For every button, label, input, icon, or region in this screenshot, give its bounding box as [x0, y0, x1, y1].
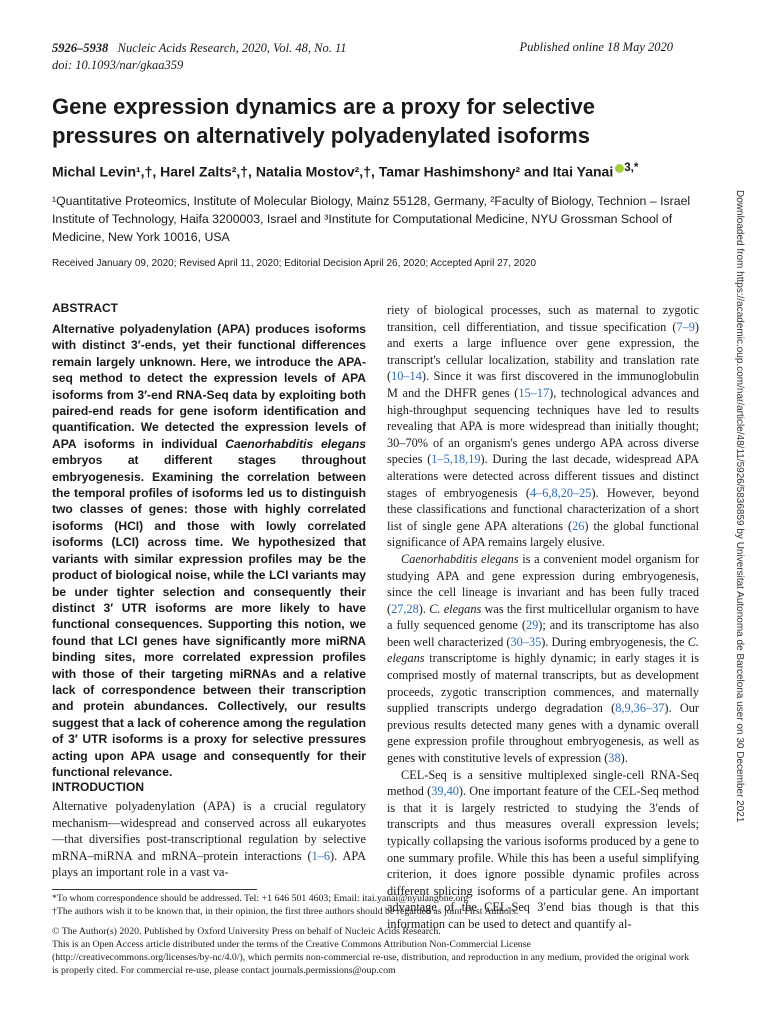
abstract-species: Caenorhabditis elegans	[225, 436, 366, 451]
text: ); and its transcriptome has also been well characterized (	[387, 618, 699, 649]
species-name: Caenorhabditis elegans	[401, 551, 519, 566]
text: is a convenient model organism for studying APA and gene expression during embryogenesis, since the cell lineage is invariant and has been fully traced (	[387, 551, 699, 616]
abstract-part-1: Alternative polyadenylation (APA) produces isoforms with distinct 3′-ends, yet their functional differences remain largely unknown. Here, we introduce the APA-seq method to detect the expression levels of APA isoforms from 3′-end RNA-Seq data by exploiting both paired-end reads for gene isoform identification and quantification. We detected the expression levels of APA isoforms in individual	[52, 322, 366, 451]
citation-link[interactable]: 27,28	[391, 601, 419, 616]
introduction-heading: INTRODUCTION	[52, 780, 144, 794]
download-stamp	[733, 190, 747, 823]
abstract-heading: ABSTRACT	[52, 301, 118, 315]
text: ). However, beyond these classifications and functional characterization of a short list of single gene APA alterations (	[387, 485, 699, 533]
citation-link[interactable]: 7–9	[676, 319, 695, 334]
article-title: Gene expression dynamics are a proxy for selective pressures on alternatively polyadenylated isoforms	[52, 94, 595, 148]
author-last-affiliation: 3,*	[624, 161, 639, 174]
article-history: Received January 09, 2020; Revised April 11, 2020; Editorial Decision April 26, 2020; Accepted April 27, 2020	[52, 258, 537, 269]
citation-link[interactable]: 38	[608, 751, 621, 766]
text: ). One important feature of the CEL-Seq method is that it is largely restricted to studying the 3′ends of transcripts and thus measures overall expression levels; typically collapsing the various isoforms produced by a gene to one summary profile. While this has been a useful simplifying criterion, it does ignore possible dynamic profiles across different splicing isoforms of a particular gene. An important advantage of the CEL-Seq 3′end bias though is that this information can be used to detect and quantify al-	[387, 784, 699, 931]
text: was the first multicellular organism to have a fully sequenced genome (	[387, 601, 699, 633]
joint-authorship-note: †The authors wish it to be known that, in their opinion, the first three authors should be regarded as joint First Authors.	[52, 906, 519, 917]
text: ) the global functional significance of APA remains largely elusive.	[387, 518, 699, 550]
journal-citation: Nucleic Acids Research, 2020, Vol. 48, No. 11	[117, 41, 347, 55]
species-name: C. elegans	[387, 634, 699, 666]
text: ). During the last decade, widespread APA alterations were detected across different tissues and distinct stages of embryogenesis (	[387, 452, 699, 500]
citation-link[interactable]: 10–14	[391, 369, 422, 384]
affiliations: ¹Quantitative Proteomics, Institute of Molecular Biology, Mainz 55128, Germany, ²Faculty of Biology, Technion – Israel Institute of Technology, Haifa 3200003, Israel and ³Institute for Computational Medicine, NYU Grossman School of Medicine, New York 10016, USA	[52, 194, 691, 244]
citation-link[interactable]: 4–6,8,20–25	[529, 485, 592, 500]
citation-link[interactable]: 30–35	[510, 634, 542, 649]
license-url-line: (http://creativecommons.org/licenses/by-nc/4.0/), which permits non-commercial re-use, distribution, and reproduction in any medium, provided the original work	[52, 952, 690, 963]
footnotes	[52, 892, 702, 977]
text: transcriptome is highly dynamic; in early stages it is comprised mostly of maternal transcripts, but as development proceeds, zygotic transcription commences, and maternally supplied transcripts undergo degradation (	[387, 651, 699, 716]
text: ). During embryogenesis, the	[541, 634, 688, 649]
species-name: C. elegans	[429, 601, 482, 616]
text: riety of biological processes, such as maternal to zygotic transition, cell differentiation, and tissue specification (	[387, 303, 699, 334]
text: ). Our previous results detected many genes with a dynamic overall gene expression profile throughout embryogenesis, as well as genes with constitutive levels of expression (	[387, 701, 699, 766]
paragraph	[387, 551, 699, 767]
citation-link[interactable]: 39,40	[431, 784, 459, 799]
doi-link[interactable]: doi: 10.1093/nar/gkaa359	[52, 58, 184, 72]
right-column-body	[387, 302, 699, 933]
intro-text: Alternative polyadenylation (APA) is a crucial regulatory mechanism—widespread and conserved across all eukaryotes—that diversifies post-transcriptional regulation by selective mRNA–miRNA and mRNA–protein interactions (	[52, 799, 366, 863]
text: ). Since it was first discovered in the immunoglobulin M and the DHFR genes (	[387, 369, 699, 400]
citation-link[interactable]: 1–5,18,19	[431, 452, 481, 467]
license-line: This is an Open Access article distributed under the terms of the Creative Commons Attribution Non-Commercial License	[52, 939, 531, 950]
download-stamp-text: Downloaded from https://academic.oup.com/nar/article/48/11/5926/5836859 by Universitat Autonoma de Barcelona user on 30 December 2021	[734, 190, 745, 823]
text: ).	[418, 601, 430, 616]
text: ).	[620, 751, 628, 766]
citation-link[interactable]: 26	[572, 518, 585, 533]
publication-date: Published online 18 May 2020	[519, 40, 673, 54]
abstract-part-2: embryos at different stages throughout embryogenesis. Examining the correlation between the temporal profiles of isoforms led us to distinguish two classes of genes: those with highly correlated isoforms (HCI) and those with lowly correlated isoforms (LCI) across time. We hypothesized that variants with similar expression profiles may be the product of biological noise, while the LCI variants may be under tighter selection and consequently their distinct 3′ UTR isoforms are more likely to have functional consequences. Supporting this notion, we found that LCI genes have significantly more miRNA binding sites, more correlated expression profiles with those of their targeting miRNAs and a relative lack of correspondence between their transcription and protein abundances. Collectively, our results suggest that a lack of coherence among the regulation of 3′ UTR isoforms is a proxy for selective pressures acting upon APA usage and consequently for their functional relevance.	[52, 453, 366, 779]
abstract-body	[52, 321, 366, 780]
copyright-line: © The Author(s) 2020. Published by Oxford University Press on behalf of Nucleic Acids Research.	[52, 926, 441, 937]
footnote-rule	[52, 889, 257, 890]
citation-link[interactable]: 8,9,36–37	[615, 701, 665, 716]
permissions-line: is properly cited. For commercial re-use, please contact journals.permissions@oup.com	[52, 965, 396, 976]
orcid-icon[interactable]	[615, 164, 624, 173]
text: ), technological advances and high-throughput sequencing techniques have led to results revealing that APA is more widespread than initially thought; 30–70% of an organism's genes undergo APA across diverse species (	[387, 385, 700, 467]
introduction-body	[52, 798, 366, 881]
author-list	[52, 158, 702, 182]
intro-text: ). APA plays an important role in a vast va-	[52, 848, 366, 880]
citation-link[interactable]: 15–17	[518, 385, 550, 400]
running-header	[52, 40, 347, 74]
correspondence-note: *To whom correspondence should be addressed. Tel: +1 646 501 4603; Email: itai.yanai@nyulangone.org	[52, 893, 469, 904]
citation-link[interactable]: 1–6	[311, 848, 331, 863]
page-range: 5926–5938	[52, 41, 109, 55]
author-names: Michal Levin¹,†, Harel Zalts²,†, Natalia Mostov²,†, Tamar Hashimshony² and Itai Yanai	[52, 163, 614, 180]
text: ) and exerts a large influence over gene expression, the transcript's cellular localization, stability and translation rate (	[387, 319, 699, 384]
text: CEL-Seq is a sensitive multiplexed single-cell RNA-Seq method (	[387, 767, 699, 799]
citation-link[interactable]: 29	[525, 618, 539, 633]
paragraph	[387, 302, 699, 551]
